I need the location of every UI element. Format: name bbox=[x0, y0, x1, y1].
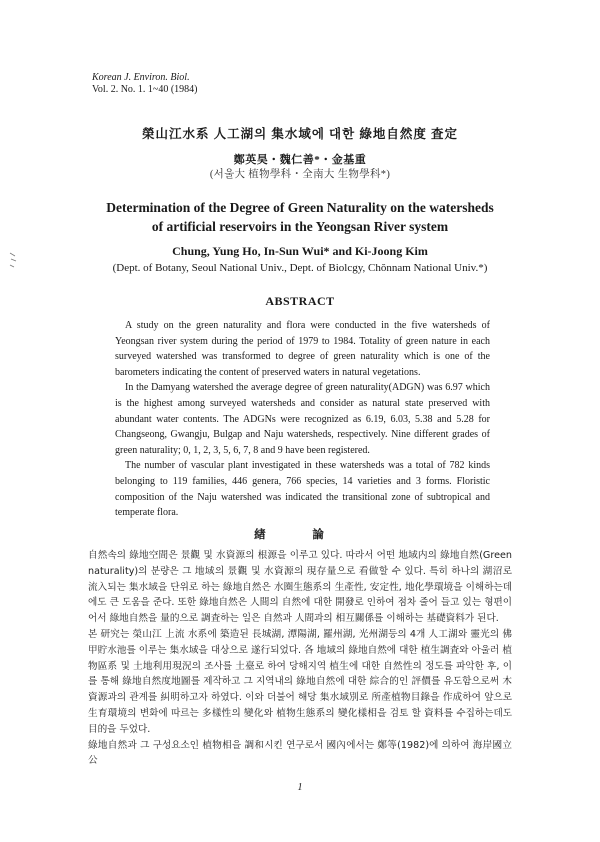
abstract-body bbox=[115, 318, 490, 521]
korean-authors: 鄭英昊・魏仁善*・金基重 bbox=[233, 154, 367, 166]
introduction-paragraph: 綠地自然과 그 구성요소인 植物相을 調和시킨 연구로서 國內에서는 鄭等(1982)에 의하여 海岸國立公 bbox=[88, 739, 512, 767]
page-number: 1 bbox=[297, 782, 303, 793]
abstract-paragraph: A study on the green naturality and flora were conducted in the five watersheds of Yeongsan river system during the period of 1979 to 1984. Totality of green nature in each surveyed watershed was transformed to degree of green naturality which is one of the barometers indicating the content of preserved waters in natural vegetations. bbox=[115, 320, 490, 378]
english-affiliation: (Dept. of Botany, Seoul National Univ., Dept. of Biolcgy, Chŏnnam National Univ.*) bbox=[112, 262, 488, 274]
introduction-paragraph: 본 研究는 榮山江 上流 水系에 築造된 長城湖, 潭陽湖, 羅州湖, 光州湖등의 4개 人工湖와 靈光의 佛甲貯水池를 이루는 集水域을 대상으로 遂行되었다. 各 地域의 綠地自然에 대한 植生調査와 아울러 植物區系 및 土地利用現況의 조사를 土臺로 하여 당해지역 植生에 대한 自然性의 정도를 파악한 후, 이를 통해 綠地自然度地圖를 제작하고 그 지역내의 綠地自然에 대한 綜合的인 評價를 유도함으로써 木資源과의 관계를 糾明하고자 하였다. 이와 더불어 해당 集水域別로 所產植物目錄을 作成하여 앞으로 生育環境의 변화에 따르는 多樣性의 變化와 植物生態系의 變化樣相을 검토 할 資料를 수집하는데도 目的을 두었다. bbox=[88, 628, 512, 735]
introduction-heading: 緖 論 bbox=[254, 529, 346, 541]
journal-name: Korean J. Environ. Biol. bbox=[92, 72, 190, 83]
abstract-heading: ABSTRACT bbox=[265, 294, 335, 308]
abstract-paragraph: The number of vascular plant investigated in these watersheds was a total of 782 kinds belonging to 119 families, 446 genera, 766 species, 14 varieties and 3 forms. Floristic composition of the Naju watershed was indicated the transitional zone of subtropical and temperate flora. bbox=[115, 460, 490, 519]
journal-volume: Vol. 2. No. 1. 1~40 (1984) bbox=[92, 84, 198, 95]
introduction-body bbox=[88, 548, 512, 769]
korean-title: 榮山江水系 人工湖의 集水域에 대한 綠地自然度 査定 bbox=[142, 127, 458, 141]
korean-affiliation: (서울大 植物學科・全南大 生物學科*) bbox=[209, 169, 391, 180]
english-title-line-2: of artificial reservoirs in the Yeongsan River system bbox=[151, 219, 449, 234]
english-title bbox=[0, 198, 600, 236]
english-title-line-1: Determination of the Degree of Green Naturality on the watersheds bbox=[106, 200, 494, 215]
journal-citation bbox=[92, 72, 198, 96]
abstract-paragraph: In the Damyang watershed the average degree of green naturality(ADGN) was 6.97 which is the highest among surveyed watersheds and consider as natural state preserved with abundant water contents. The ADGNs were recognized as 6.19, 6.03, 5.38 and 5.28 for Changseong, Gwangju, Bulgap and Naju watersheds, respectively. Nine different grades of green naturality; 0, 1, 2, 3, 5, 6, 7, 8 and 9 have been registered. bbox=[115, 382, 490, 456]
english-authors: Chung, Yung Ho, In-Sun Wui* and Ki-Joong Kim bbox=[172, 244, 428, 258]
introduction-paragraph: 自然속의 綠地空間은 景觀 및 水資源의 根源을 이루고 있다. 따라서 어떤 地域内의 綠地自然(Green naturality)의 분량은 그 地域의 景觀 및 水資源의 現存量으로 看做할 수 있다. 특히 하나의 湖沼로 流入되는 集水域을 단위로 하는 綠地自然은 水圈生態系의 生產性, 安定性, 地化學環境을 이해하는데에도 큰 도움을 준다. 또한 綠地自然은 人間의 自然에 대한 開發로 인하여 점차 줄어 들고 있는 형편이어서 綠地自然을 量的으로 調査하는 일은 自然과 人間과의 相互關係를 이해하는 基礎資料가 된다. bbox=[88, 550, 512, 625]
